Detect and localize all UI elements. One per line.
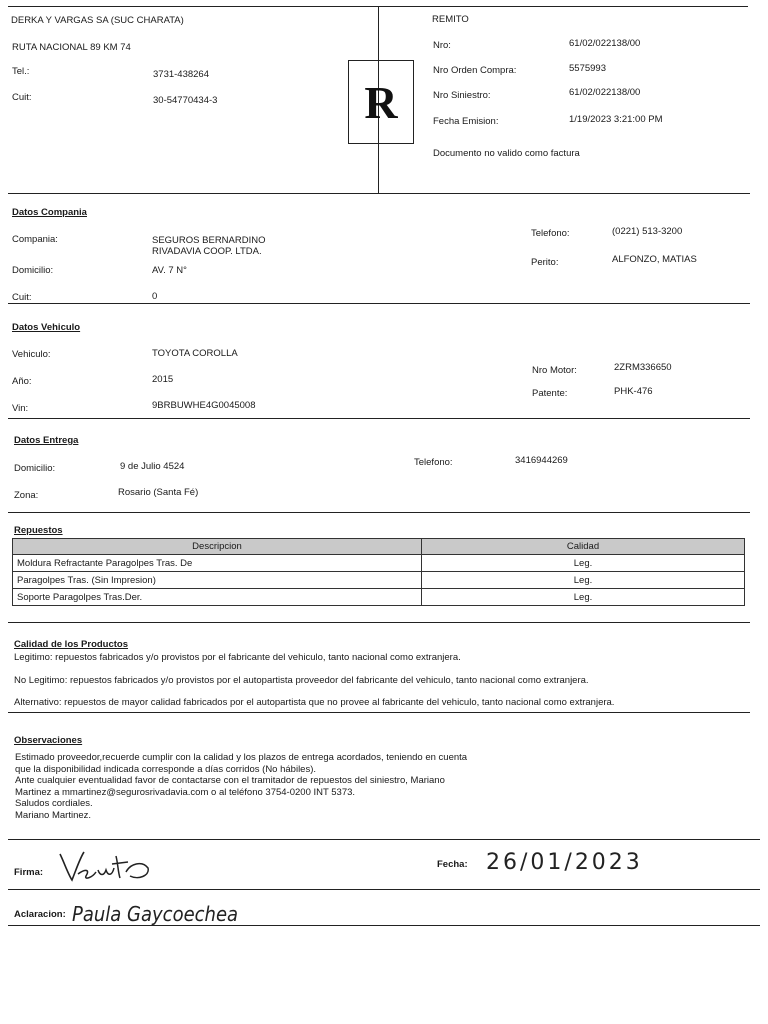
table-row: [13, 555, 745, 572]
observaciones-line: Saludos cordiales.: [15, 798, 93, 809]
firma-label: Firma:: [14, 867, 44, 878]
compania-domicilio-value: AV. 7 N°: [152, 265, 187, 276]
vehiculo-bottom-border: [8, 418, 750, 419]
entrega-telefono-label: Telefono:: [414, 457, 453, 468]
repuesto-descripcion: Paragolpes Tras. (Sin Impresion): [13, 572, 422, 589]
observaciones-bottom-border: [8, 839, 760, 840]
cuit-value: 30-54770434-3: [153, 95, 218, 106]
observaciones-line: Mariano Martinez.: [15, 809, 92, 821]
motor-label: Nro Motor:: [532, 365, 577, 376]
tel-value: 3731-438264: [153, 69, 209, 80]
aclaracion-bottom-border: [8, 925, 760, 926]
section-title-repuestos: Repuestos: [14, 525, 63, 536]
observaciones-line: que la disponibilidad indicada corresponde a días corridos (No hábiles).: [15, 763, 317, 775]
table-header-row: [13, 539, 745, 555]
anio-label: Año:: [12, 376, 32, 387]
compania-cuit-label: Cuit:: [12, 292, 32, 303]
compania-name-line1: SEGUROS BERNARDINO: [152, 235, 266, 246]
fecha-handwritten: 26/01/2023: [486, 850, 643, 875]
perito-label: Perito:: [531, 257, 559, 268]
tel-label: Tel.:: [12, 66, 30, 77]
calidad-no-legitimo: No Legitimo: repuestos fabricados y/o provistos por el autopartista proveedor del fabricante del vehiculo, tanto nacional como extranjera.: [14, 675, 589, 686]
repuesto-descripcion: Soporte Paragolpes Tras.Der.: [13, 589, 422, 606]
compania-name-line2: RIVADAVIA COOP. LTDA.: [152, 246, 262, 257]
document-letter-box: R: [348, 60, 414, 144]
company-name: DERKA Y VARGAS SA (SUC CHARATA): [11, 15, 184, 26]
aclaracion-label: Aclaracion:: [14, 909, 66, 920]
table-row: [13, 589, 745, 606]
compania-cuit-value: 0: [152, 291, 158, 302]
anio-value: 2015: [152, 374, 174, 385]
compania-bottom-border: [8, 303, 750, 304]
motor-value: 2ZRM336650: [614, 362, 672, 373]
entrega-domicilio-label: Domicilio:: [14, 463, 56, 474]
zona-value: Rosario (Santa Fé): [118, 487, 199, 498]
compania-telefono-value: (0221) 513-3200: [612, 226, 683, 237]
perito-value: ALFONZO, MATIAS: [612, 254, 697, 265]
section-title-entrega: Datos Entrega: [14, 435, 79, 446]
entrega-telefono-value: 3416944269: [515, 455, 568, 466]
siniestro-label: Nro Siniestro:: [433, 90, 491, 101]
orden-compra-value: 5575993: [569, 63, 606, 74]
repuestos-table: [12, 538, 745, 606]
column-header-descripcion: Descripcion: [13, 539, 422, 555]
nro-label: Nro:: [433, 40, 451, 51]
repuesto-calidad: Leg.: [422, 572, 745, 589]
observaciones-line: Ante cualquier eventualidad favor de contactarse con el tramitador de repuestos del siniestro, Mariano: [15, 775, 445, 786]
section-title-compania: Datos Compania: [12, 207, 87, 218]
document-type: REMITO: [432, 14, 469, 25]
vehiculo-value: TOYOTA COROLLA: [152, 348, 238, 359]
aclaracion-handwritten: Paula Gaycoechea: [72, 902, 239, 926]
company-address: RUTA NACIONAL 89 KM 74: [12, 42, 131, 53]
fecha-emision-value: 1/19/2023 3:21:00 PM: [569, 114, 663, 125]
vin-label: Vin:: [12, 403, 29, 414]
calidad-alternativo: Alternativo: repuestos de mayor calidad fabricados por el autopartista que no provee al fabricante del vehiculo, tanto nacional como extranjera.: [14, 697, 615, 708]
vin-value: 9BRBUWHE4G0045008: [152, 400, 256, 411]
orden-compra-label: Nro Orden Compra:: [433, 65, 517, 76]
compania-domicilio-label: Domicilio:: [12, 265, 54, 276]
repuesto-descripcion: Moldura Refractante Paragolpes Tras. De: [13, 555, 422, 572]
compania-label: Compania:: [12, 234, 58, 245]
entrega-bottom-border: [8, 512, 750, 513]
observaciones-line: Estimado proveedor,recuerde cumplir con la calidad y los plazos de entrega acordados, teniendo en cuenta: [15, 752, 468, 763]
signature-drawing: [56, 848, 156, 886]
cuit-label: Cuit:: [12, 92, 32, 103]
compania-telefono-label: Telefono:: [531, 228, 570, 239]
table-row: [13, 572, 745, 589]
patente-label: Patente:: [532, 388, 568, 399]
repuesto-calidad: Leg.: [422, 589, 745, 606]
document-note: Documento no valido como factura: [433, 148, 580, 159]
header-bottom-border: [8, 193, 750, 194]
zona-label: Zona:: [14, 490, 39, 501]
repuesto-calidad: Leg.: [422, 555, 745, 572]
calidad-legitimo: Legitimo: repuestos fabricados y/o provistos por el fabricante del vehiculo, tanto nacional como extranjera.: [14, 652, 461, 663]
calidad-bottom-border: [8, 712, 750, 713]
fecha-label: Fecha:: [437, 859, 468, 870]
column-header-calidad: Calidad: [422, 539, 745, 555]
observaciones-line: Martinez a mmartinez@segurosrivadavia.com o al teléfono 3754-0200 INT 5373.: [15, 786, 356, 798]
firma-bottom-border: [8, 889, 760, 890]
vehiculo-label: Vehiculo:: [12, 349, 51, 360]
section-title-vehiculo: Datos Vehiculo: [12, 322, 81, 333]
entrega-domicilio-value: 9 de Julio 4524: [120, 461, 185, 472]
siniestro-value: 61/02/022138/00: [569, 87, 641, 98]
fecha-emision-label: Fecha Emision:: [433, 116, 499, 127]
repuestos-bottom-border: [8, 622, 750, 623]
nro-value: 61/02/022138/00: [569, 38, 641, 49]
section-title-calidad: Calidad de los Productos: [14, 639, 129, 650]
observaciones-text: [15, 752, 467, 821]
patente-value: PHK-476: [614, 386, 653, 397]
section-title-observaciones: Observaciones: [14, 735, 83, 746]
